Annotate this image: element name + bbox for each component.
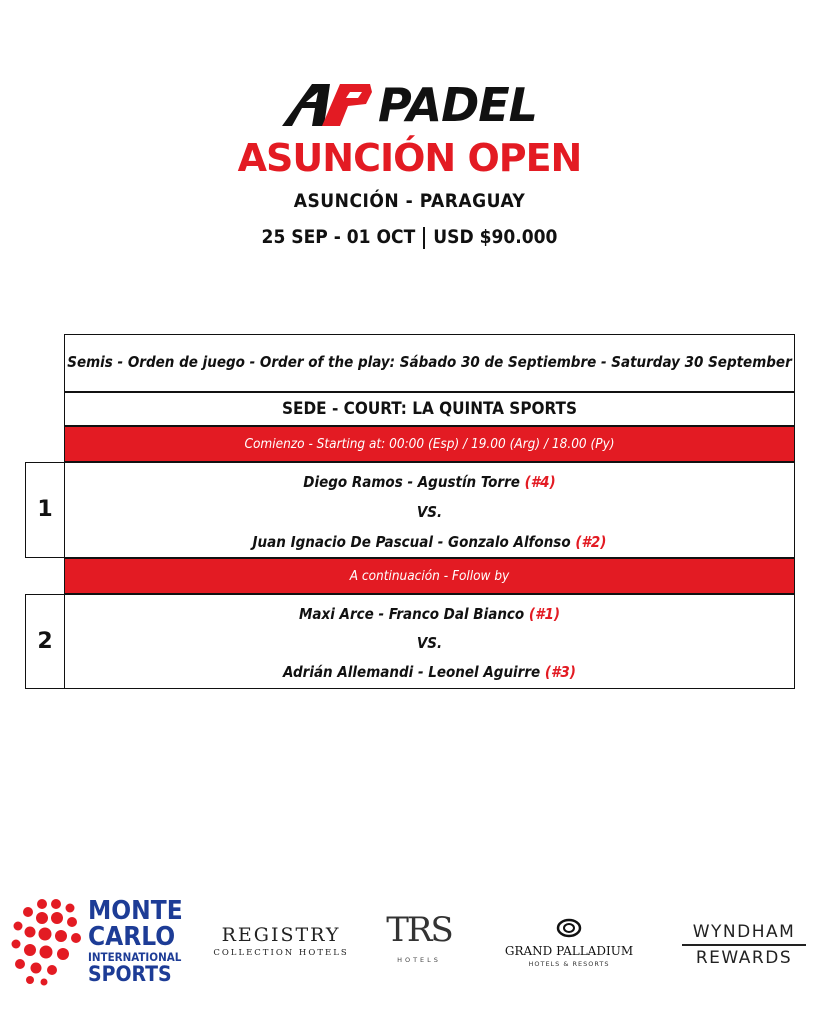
team-names: Adrián Allemandi - Leonel Aguirre — [283, 663, 541, 681]
dates-prize-line — [0, 226, 819, 249]
registry-subtitle: COLLECTION HOTELS — [213, 948, 349, 958]
start-time-bar: Comienzo - Starting at: 00:00 (Esp) / 19.00 (Arg) / 18.00 (Py) — [64, 426, 795, 462]
wyndham-wordmark: WYNDHAM — [692, 922, 796, 942]
divider — [423, 227, 425, 249]
court-label: SEDE - COURT: LA QUINTA SPORTS — [282, 399, 577, 419]
palladium-swirl-icon — [556, 918, 582, 938]
team-names: Maxi Arce - Franco Dal Bianco — [298, 605, 525, 623]
team-2 — [65, 533, 794, 551]
team-seed: (#4) — [524, 473, 556, 491]
team-2 — [65, 663, 794, 681]
logo-word: PADEL — [377, 78, 537, 132]
location: ASUNCIÓN - PARAGUAY — [293, 190, 526, 212]
match-number: 1 — [25, 462, 65, 558]
registry-wordmark: REGISTRY — [221, 924, 341, 946]
monte-carlo-line: MONTE — [88, 896, 183, 926]
team-1 — [65, 605, 794, 623]
wyndham-rewards-sponsor-logo — [678, 922, 810, 968]
vs-label: VS. — [416, 634, 443, 652]
vs-label: VS. — [416, 503, 443, 521]
palladium-subtitle: HOTELS & RESORTS — [528, 960, 610, 968]
wyndham-divider — [682, 944, 806, 946]
team-names: Juan Ignacio De Pascual - Gonzalo Alfonso — [252, 533, 571, 551]
schedule-title-cell — [64, 334, 795, 392]
monte-carlo-line: CARLO — [88, 922, 176, 952]
court-cell — [64, 392, 795, 426]
a1-logo-mark-icon — [282, 82, 374, 128]
monte-carlo-line: INTERNATIONAL — [88, 950, 182, 964]
trs-sponsor-logo — [386, 910, 452, 964]
prize: USD $90.000 — [433, 226, 558, 248]
wyndham-rewards-word: REWARDS — [695, 948, 793, 968]
team-names: Diego Ramos - Agustín Torre — [303, 473, 520, 491]
dates: 25 SEP - 01 OCT — [261, 226, 416, 248]
grand-palladium-sponsor-logo — [500, 918, 638, 968]
team-seed: (#3) — [544, 663, 576, 681]
monte-carlo-sponsor-logo — [8, 896, 188, 988]
trs-wordmark: TRS — [386, 910, 452, 950]
monte-carlo-line: SPORTS — [88, 961, 172, 986]
follow-by-bar: A continuación - Follow by — [64, 558, 795, 594]
app-padel-logo — [0, 78, 819, 130]
monte-carlo-dots-icon — [8, 896, 84, 986]
match-row — [64, 462, 795, 558]
team-1 — [65, 473, 794, 491]
match-row — [64, 594, 795, 689]
trs-subtitle: HOTELS — [397, 956, 441, 964]
team-seed: (#1) — [528, 605, 561, 623]
registry-sponsor-logo — [208, 924, 354, 958]
tournament-title: ASUNCIÓN OPEN — [237, 136, 582, 180]
schedule-title: Semis - Orden de juego - Order of the play: Sábado 30 de Septiembre - Saturday 30 September — [67, 353, 792, 371]
monte-carlo-wordmark — [88, 898, 183, 985]
team-seed: (#2) — [575, 533, 607, 551]
match-number: 2 — [25, 594, 65, 689]
palladium-wordmark: GRAND PALLADIUM — [504, 944, 634, 958]
